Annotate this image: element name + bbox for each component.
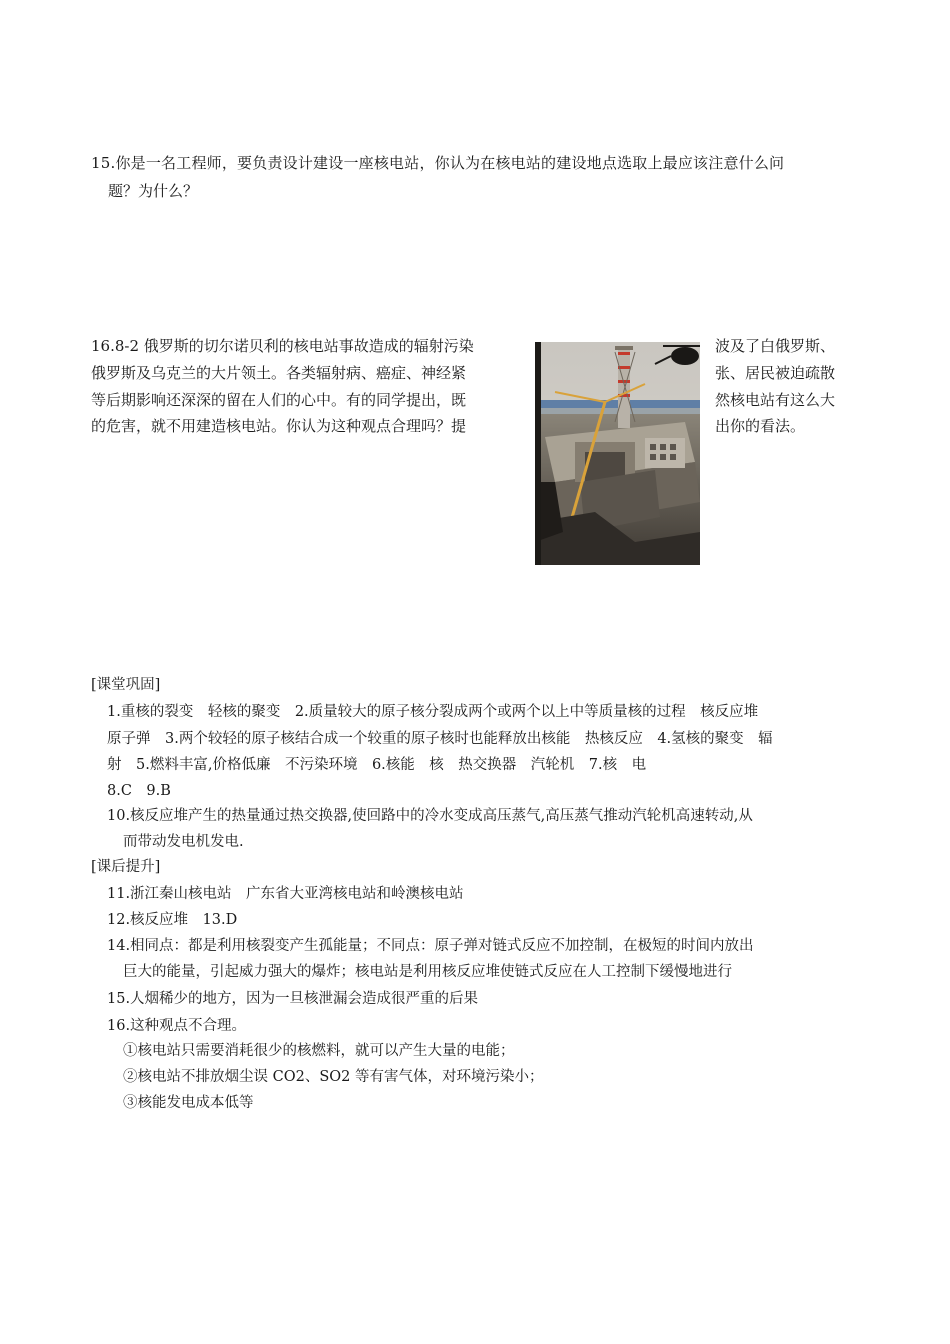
section-header-classroom: [课堂巩固] <box>91 677 161 693</box>
answer-16: 16.这种观点不合理。 <box>107 1018 247 1034</box>
answer-16-point-3: ③核能发电成本低等 <box>123 1095 254 1111</box>
answer-14: 14.相同点：都是利用核裂变产生孤能量；不同点：原子弹对链式反应不加控制，在极短的时间内放出 <box>107 938 754 954</box>
answer-16-point-2: ②核电站不排放烟尘误 CO2、SO2 等有害气体，对环境污染小； <box>123 1069 544 1085</box>
answer-11: 11.浙江秦山核电站 广东省大亚湾核电站和岭澳核电站 <box>107 886 464 902</box>
question-16-text-left-2: 俄罗斯及乌克兰的大片领土。各类辐射病、癌症、神经紧 <box>91 364 467 382</box>
answer-14-cont: 巨大的能量，引起威力强大的爆炸；核电站是利用核反应堆使链式反应在人工控制下缓慢地进行 <box>123 964 732 980</box>
question-16-text-right-3: 然核电站有这么大 <box>715 391 836 409</box>
answer-12-13: 12.核反应堆 13.D <box>107 912 238 928</box>
question-15-line-1: 15.你是一名工程师，要负责设计建设一座核电站，你认为在核电站的建设地点选取上最应该注意什么问 <box>91 154 785 172</box>
answer-15: 15.人烟稀少的地方，因为一旦核泄漏会造成很严重的后果 <box>107 991 479 1007</box>
answer-10-cont: 而带动发电机发电. <box>123 834 244 850</box>
question-16-text-right-4: 出你的看法。 <box>715 417 806 435</box>
answer-16-point-1: ①核电站只需要消耗很少的核燃料，就可以产生大量的电能； <box>123 1043 515 1059</box>
answer-8-9: 8.C 9.B <box>107 783 171 799</box>
answer-1: 1.重核的裂变 轻核的聚变 2.质量较大的原子核分裂成两个或两个以上中等质量核的过程 核反应堆 <box>107 704 759 720</box>
answer-10: 10.核反应堆产生的热量通过热交换器,使回路中的冷水变成高压蒸气,高压蒸气推动汽轮机高速转动,从 <box>107 808 753 824</box>
question-16-text-left-4: 的危害，就不用建造核电站。你认为这种观点合理吗？提 <box>91 417 467 435</box>
question-16-text-right-2: 张、居民被迫疏散 <box>715 364 836 382</box>
section-header-after-class: [课后提升] <box>91 859 161 875</box>
question-16-text-left-3: 等后期影响还深深的留在人们的心中。有的同学提出，既 <box>91 391 467 409</box>
answer-1-cont-1: 原子弹 3.两个较轻的原子核结合成一个较重的原子核时也能释放出核能 热核反应 4.氢核的聚变 辐 <box>107 731 773 747</box>
question-15-line-2: 题？为什么？ <box>108 182 199 200</box>
question-16-text-right-1: 波及了白俄罗斯、 <box>715 337 836 355</box>
answer-1-cont-2: 射 5.燃料丰富,价格低廉 不污染环境 6.核能 核 热交换器 汽轮机 7.核 电 <box>107 757 647 773</box>
question-16-text-left-1: 16.8-2 俄罗斯的切尔诺贝利的核电站事故造成的辐射污染 <box>91 337 474 355</box>
chernobyl-plant-photo <box>535 342 700 565</box>
